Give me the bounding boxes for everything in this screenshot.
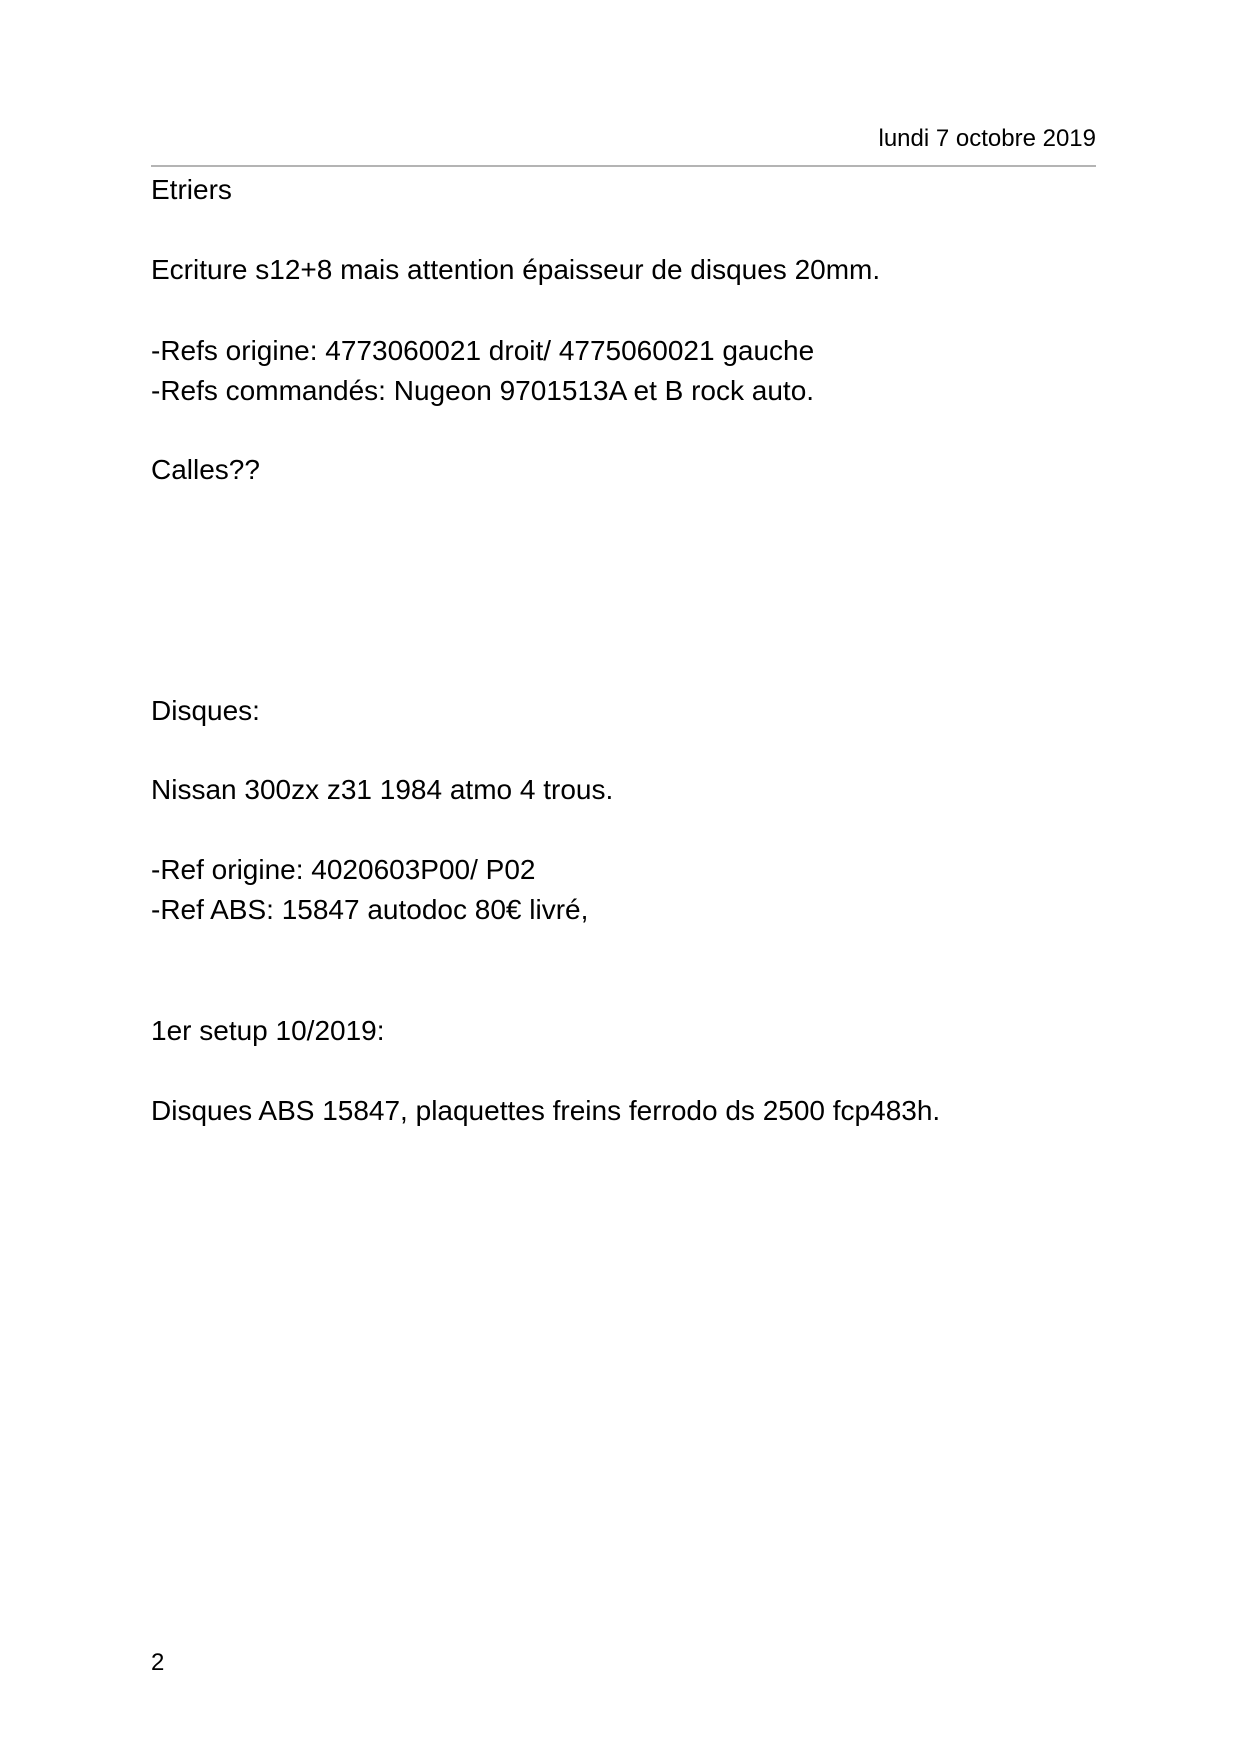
disques-heading: Disques: [151,695,260,726]
disques-vehicle-line: Nissan 300zx z31 1984 atmo 4 trous. [151,774,614,805]
header-divider [151,165,1096,167]
ref-origine-line: -Ref origine: 4020603P00/ P02 [151,854,536,885]
calles-line: Calles?? [151,454,260,485]
refs-commandes-line: -Refs commandés: Nugeon 9701513A et B rock auto. [151,375,815,406]
setup-detail-line: Disques ABS 15847, plaquettes freins ferrodo ds 2500 fcp483h. [151,1095,941,1126]
setup-heading: 1er setup 10/2019: [151,1015,385,1046]
header-date: lundi 7 octobre 2019 [878,125,1096,152]
etriers-heading: Etriers [151,174,232,205]
etriers-note: Ecriture s12+8 mais attention épaisseur de disques 20mm. [151,254,881,285]
page-number: 2 [151,1649,165,1676]
refs-origine-line: -Refs origine: 4773060021 droit/ 4775060021 gauche [151,335,815,366]
ref-abs-line: -Ref ABS: 15847 autodoc 80€ livré, [151,894,589,925]
